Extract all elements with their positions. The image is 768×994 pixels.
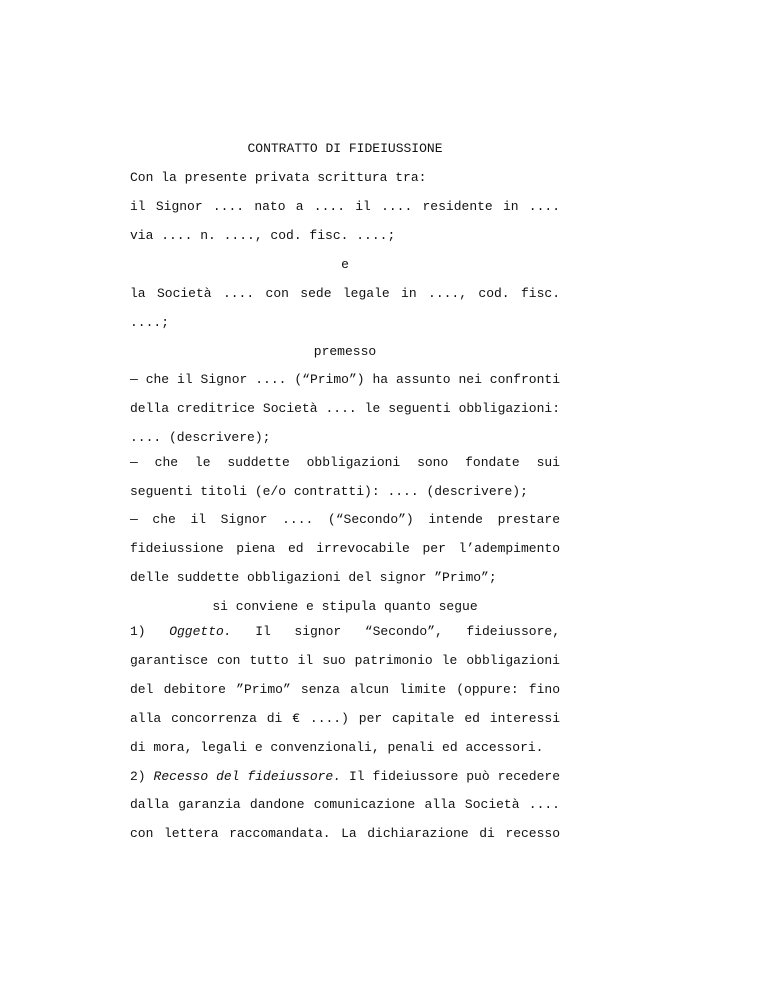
section-heading: si conviene e stipula quanto segue: [212, 599, 478, 614]
text-line: — che il Signor .... (“Secondo”) intende prestare: [130, 512, 560, 527]
text-line: fideiussione piena ed irrevocabile per l’adempimento: [130, 541, 560, 556]
text-line: alla concorrenza di € ....) per capitale ed interessi: [130, 711, 560, 726]
text-line: Con la presente privata scrittura tra:: [130, 170, 427, 185]
text-line: di mora, legali e convenzionali, penali ed accessori.: [130, 740, 544, 755]
clause-2-text: Il fideiussore può recedere: [348, 769, 561, 784]
text-line: e: [341, 257, 349, 272]
text-line: — che le suddette obbligazioni sono fondate sui: [130, 455, 560, 470]
clause-1-number: 1): [130, 624, 146, 639]
document-title: CONTRATTO DI FIDEIUSSIONE: [247, 141, 443, 156]
section-heading: premesso: [313, 344, 377, 359]
text-line: ....;: [130, 315, 170, 330]
text-line: — che il Signor .... (“Primo”) ha assunto nei confronti: [130, 372, 560, 387]
text-line: .... (descrivere);: [130, 430, 271, 445]
text-line: la Società .... con sede legale in ...., cod. fisc.: [130, 286, 560, 301]
clause-1-heading: Oggetto.: [169, 624, 232, 639]
text-line: della creditrice Società .... le seguenti obbligazioni:: [130, 401, 560, 416]
clause-2-heading: Recesso del fideiussore.: [153, 769, 342, 784]
clause-1-first-line: [130, 624, 560, 640]
clause-2-number: 2): [130, 769, 146, 784]
text-line: delle suddette obbligazioni del signor ”Primo”;: [130, 570, 497, 585]
clause-2-first-line: [130, 769, 560, 785]
clause-1-text: Il signor “Secondo”, fideiussore,: [255, 624, 560, 639]
text-line: garantisce con tutto il suo patrimonio le obbligazioni: [130, 653, 560, 668]
text-line: via .... n. ...., cod. fisc. ....;: [130, 228, 396, 243]
text-line: il Signor .... nato a .... il .... residente in ....: [130, 199, 560, 214]
text-line: con lettera raccomandata. La dichiarazione di recesso: [130, 826, 560, 841]
text-line: dalla garanzia dandone comunicazione alla Società ....: [130, 797, 560, 812]
text-line: del debitore ”Primo” senza alcun limite (oppure: fino: [130, 682, 560, 697]
text-line: seguenti titoli (e/o contratti): .... (descrivere);: [130, 484, 528, 499]
